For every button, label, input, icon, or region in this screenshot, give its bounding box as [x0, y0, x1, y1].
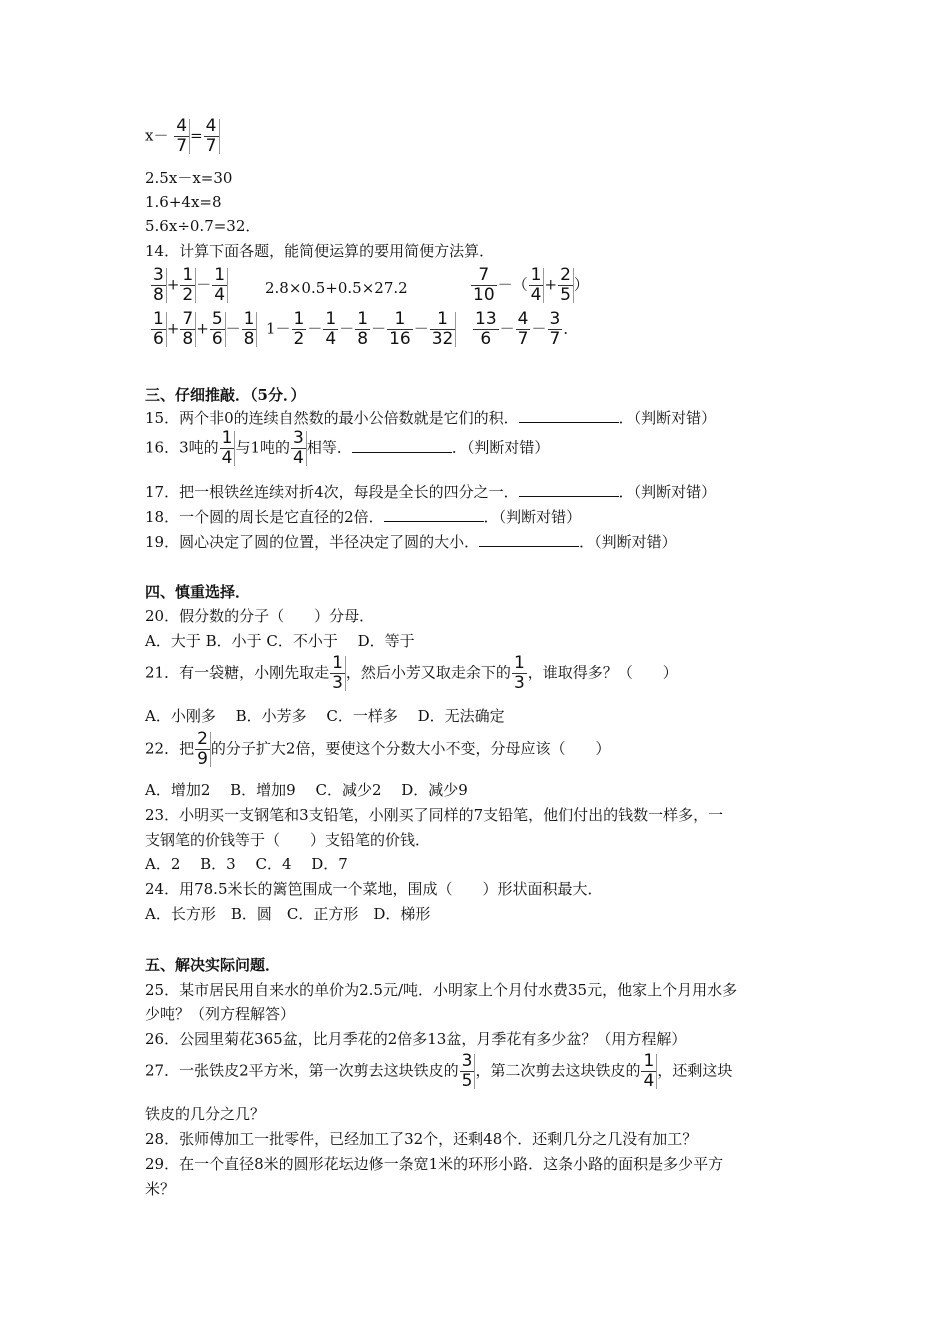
- question-24: 24．用78.5米长的篱笆围成一个菜地，围成（ ）形状面积最大．: [145, 880, 603, 898]
- q14-expr-c: $\frac{7}{10}$ －（ $\frac{1}{4}$ + $\frac{2}{5}$ ）: [473, 265, 589, 305]
- question-16: 16．3吨的 $\frac{1}{4}$ 与1吨的 $\frac{3}{4}$ 相等． ．（判断对错）: [145, 428, 550, 468]
- equation-4: 5.6x÷0.7=32．: [145, 217, 261, 235]
- answer-blank[interactable]: [519, 408, 619, 423]
- answer-blank[interactable]: [384, 507, 484, 522]
- question-21-options: A．小刚多 B．小芳多 C．一样多 D．无法确定: [145, 707, 505, 725]
- question-28: 28．张师傅加工一批零件，已经加工了32个，还剩48个．还剩几分之几没有加工？: [145, 1130, 698, 1148]
- fraction: $\frac{4}{7}$: [205, 116, 217, 156]
- q14-expr-a: $\frac{3}{8}$ + $\frac{1}{2}$ － $\frac{1}{4}$: [153, 265, 226, 305]
- question-15: 15．两个非0的连续自然数的最小公倍数就是它们的积． ．（判断对错）: [145, 409, 717, 427]
- question-25-line-1: 25．某市居民用自来水的单价为2.5元/吨．小明家上个月付水费35元，他家上个月用水多: [145, 981, 738, 999]
- q14-expr-b: 2.8×0.5+0.5×27.2: [265, 279, 408, 297]
- question-26: 26．公园里菊花365盆，比月季花的2倍多13盆，月季花有多少盆？（用方程解）: [145, 1030, 687, 1048]
- question-18: 18．一个圆的周长是它直径的2倍． ．（判断对错）: [145, 508, 582, 526]
- question-27-line-2: 铁皮的几分之几？: [145, 1105, 266, 1123]
- question-17: 17．把一根铁丝连续对折4次，每段是全长的四分之一． ．（判断对错）: [145, 483, 717, 501]
- question-19: 19．圆心决定了圆的位置，半径决定了圆的大小． ．（判断对错）: [145, 533, 677, 551]
- equation-2: 2.5x－x=30: [145, 169, 233, 187]
- answer-blank[interactable]: [352, 438, 452, 453]
- question-22: 22．把 $\frac{2}{9}$ 的分子扩大2倍，要使这个分数大小不变，分母应该（ ）: [145, 729, 611, 769]
- question-20: 20．假分数的分子（ ）分母．: [145, 607, 375, 625]
- answer-blank[interactable]: [479, 532, 579, 547]
- question-24-options: A．长方形 B．圆 C．正方形 D．梯形: [145, 905, 431, 923]
- question-23-line-2: 支钢笔的价钱等于（ ）支铅笔的价钱．: [145, 831, 431, 849]
- question-14-title: 14．计算下面各题，能简便运算的要用简便方法算．: [145, 242, 495, 260]
- question-25-line-2: 少吨？（列方程解答）: [145, 1005, 296, 1023]
- question-23-options: A．2 B．3 C．4 D．7: [145, 855, 348, 873]
- question-23-line-1: 23．小明买一支钢笔和3支铅笔，小刚买了同样的7支铅笔，他们付出的钱数一样多，一: [145, 806, 724, 824]
- question-21: 21．有一袋糖，小刚先取走 $\frac{1}{3}$ ，然后小芳又取走余下的 $\frac{1}{3}$ ，谁取得多？（ ）: [145, 653, 678, 693]
- answer-blank[interactable]: [519, 482, 619, 497]
- question-27: 27．一张铁皮2平方米，第一次剪去这块铁皮的 $\frac{3}{5}$ ，第二次剪去这块铁皮的 $\frac{1}{4}$ ，还剩这块: [145, 1051, 733, 1091]
- q14-expr-e: 1－ $\frac{1}{2}$ － $\frac{1}{4}$ － $\frac{1}{8}$ － $\frac{1}{16}$ － $\frac{1}{32}$: [266, 309, 454, 349]
- question-20-options: A．大于 B．小于 C．不小于 D．等于: [145, 632, 415, 650]
- question-29-line-1: 29．在一个直径8米的圆形花坛边修一条宽1米的环形小路．这条小路的面积是多少平方: [145, 1155, 724, 1173]
- q14-expr-d: $\frac{1}{6}$ + $\frac{7}{8}$ + $\frac{5}{6}$ － $\frac{1}{8}$: [153, 309, 255, 349]
- fraction: $\frac{4}{7}$: [176, 116, 188, 156]
- equation-1: x－ $\frac{4}{7}$ = $\frac{4}{7}$: [145, 116, 217, 156]
- section-5-title: 五、解决实际问题．: [145, 956, 281, 974]
- section-4-title: 四、慎重选择．: [145, 583, 251, 601]
- q14-expr-f: $\frac{13}{6}$ － $\frac{4}{7}$ － $\frac{3}{7}$ ．: [475, 309, 579, 349]
- question-29-line-2: 米？: [145, 1180, 176, 1198]
- equation-3: 1.6+4x=8: [145, 193, 222, 211]
- question-22-options: A．增加2 B．增加9 C．减少2 D．减少9: [145, 781, 468, 799]
- section-3-title: 三、仔细推敲．（5分．）: [145, 386, 306, 404]
